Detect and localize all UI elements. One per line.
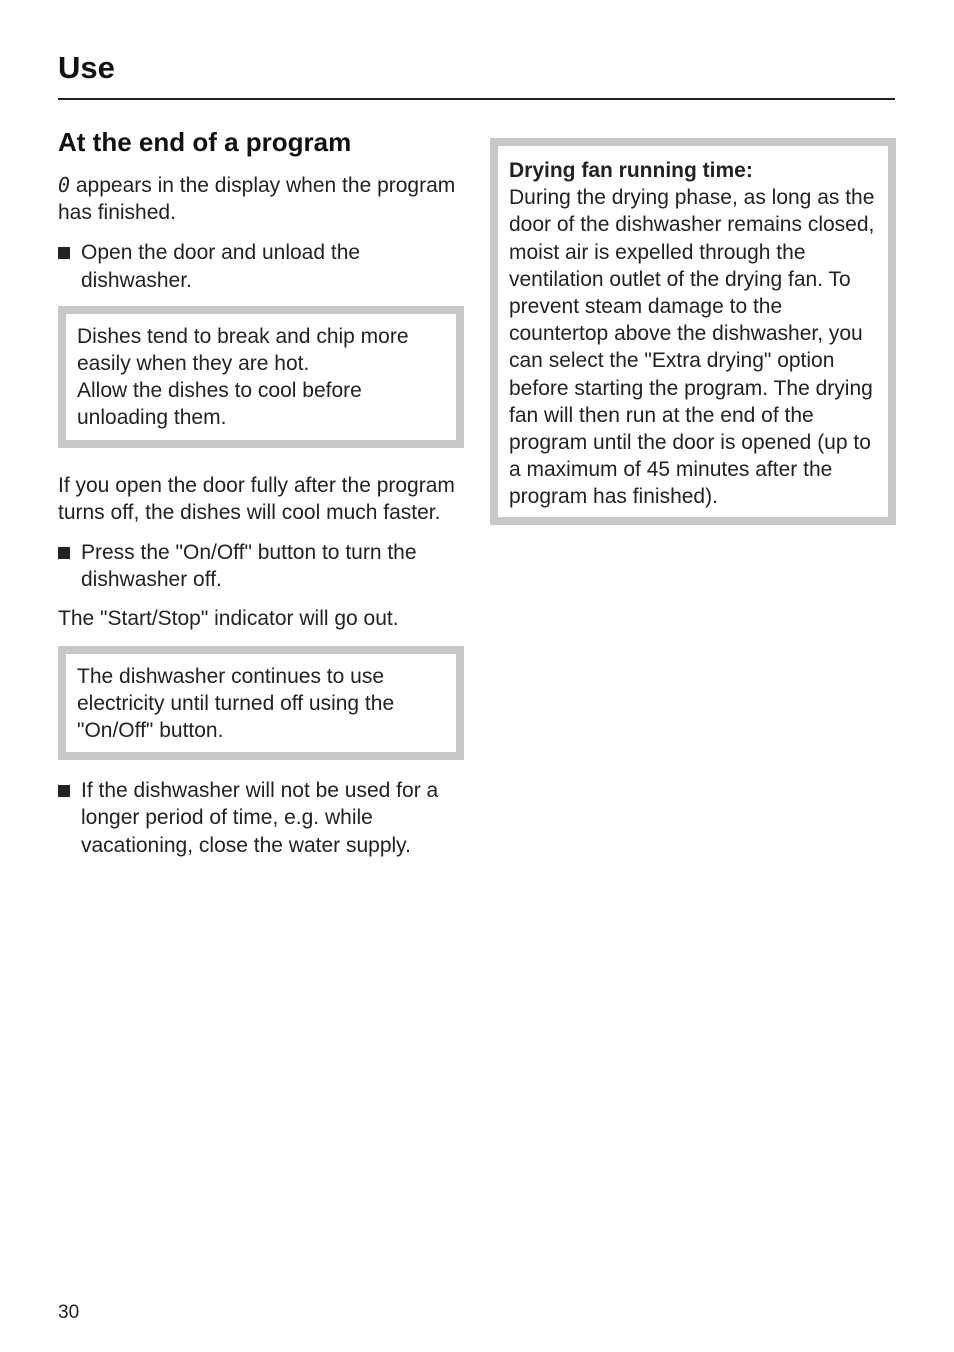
list-item-text: If the dishwasher will not be used for a longer period of time, e.g. while vacationing, close the water supply. <box>81 779 439 857</box>
square-bullet-icon <box>58 785 70 797</box>
note-box <box>490 138 896 525</box>
section-title: Use <box>58 50 115 85</box>
note-text: Allow the dishes to cool before unloading them. <box>77 379 362 430</box>
list-item-text: Press the "On/Off" button to turn the dishwasher off. <box>81 541 417 592</box>
note-box <box>58 306 464 448</box>
paragraph: The "Start/Stop" indicator will go out. <box>58 607 399 631</box>
paragraph: If you open the door fully after the program turns off, the dishes will cool much faster. <box>58 473 455 524</box>
list-item <box>58 239 464 293</box>
note-text: The dishwasher continues to use electricity until turned off using the "On/Off" button. <box>77 664 395 743</box>
intro-paragraph <box>58 172 464 226</box>
square-bullet-icon <box>58 247 70 259</box>
display-digit: 0 <box>58 173 71 197</box>
note-text: Dishes tend to break and chip more easily when they are hot. <box>77 324 409 376</box>
list-item <box>58 777 464 859</box>
subsection-heading: At the end of a program <box>58 127 352 157</box>
left-column <box>58 126 464 871</box>
note-box <box>58 646 464 761</box>
square-bullet-icon <box>58 547 70 559</box>
right-column <box>490 138 896 549</box>
list-item-text: Open the door and unload the dishwasher. <box>81 241 361 292</box>
intro-text: appears in the display when the program has finished. <box>58 174 456 225</box>
note-text: During the drying phase, as long as the door of the dishwasher remains closed, moist air is expelled through the ventilation outlet of the drying fan. To prevent steam damage to the countertop above the dishwasher, you can select the "Extra drying" option before starting the program. The drying fan will then run at the end of the program until the door is opened (up to a maximum of 45 minutes after the program has finished). <box>509 186 875 509</box>
page-number: 30 <box>58 1302 80 1323</box>
list-item <box>58 539 464 593</box>
note-title: Drying fan running time: <box>509 159 753 182</box>
header-divider <box>58 98 895 100</box>
